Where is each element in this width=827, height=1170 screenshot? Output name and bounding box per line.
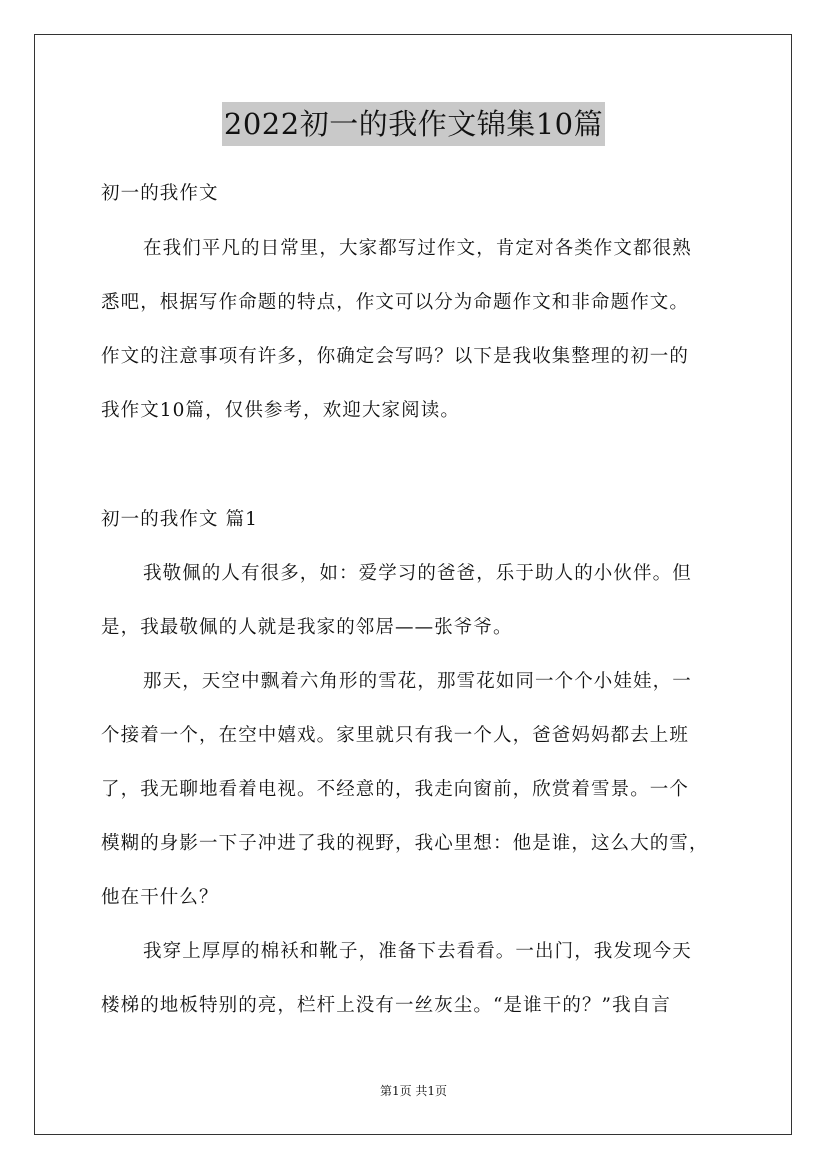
paragraph-line: 我作文10篇，仅供参考，欢迎大家阅读。 [101, 400, 460, 421]
paragraph-line: 他在干什么？ [101, 887, 219, 908]
paragraph-line: 楼梯的地板特别的亮，栏杆上没有一丝灰尘。“是谁干的？”我自言 [101, 995, 671, 1016]
paragraph-line: 是，我最敬佩的人就是我家的邻居——张爷爷。 [101, 617, 513, 638]
paragraph-line: 悉吧，根据写作命题的特点，作文可以分为命题作文和非命题作文。 [101, 292, 690, 313]
paragraph-line: 模糊的身影一下子冲进了我的视野，我心里想：他是谁，这么大的雪， [101, 833, 709, 854]
paragraph-line: 我敬佩的人有很多，如：爱学习的爸爸，乐于助人的小伙伴。但 [143, 563, 692, 584]
page-footer: 第1页 共1页 [379, 1084, 448, 1098]
section-heading: 初一的我作文 篇1 [101, 509, 259, 530]
document-title: 2022初一的我作文锦集10篇 [222, 102, 605, 146]
paragraph-line: 了，我无聊地看着电视。不经意的，我走向窗前，欣赏着雪景。一个 [101, 779, 690, 800]
document-title-container [0, 102, 827, 146]
paragraph-line: 那天，天空中飘着六角形的雪花，那雪花如同一个个小娃娃，一 [143, 671, 692, 692]
paragraph-line: 个接着一个，在空中嬉戏。家里就只有我一个人，爸爸妈妈都去上班 [101, 725, 690, 746]
paragraph-line: 作文的注意事项有许多，你确定会写吗？以下是我收集整理的初一的 [101, 346, 690, 367]
paragraph-line: 在我们平凡的日常里，大家都写过作文，肯定对各类作文都很熟 [143, 238, 692, 259]
paragraph-line: 我穿上厚厚的棉袄和靴子，准备下去看看。一出门，我发现今天 [143, 941, 692, 962]
section-heading: 初一的我作文 [101, 183, 219, 204]
